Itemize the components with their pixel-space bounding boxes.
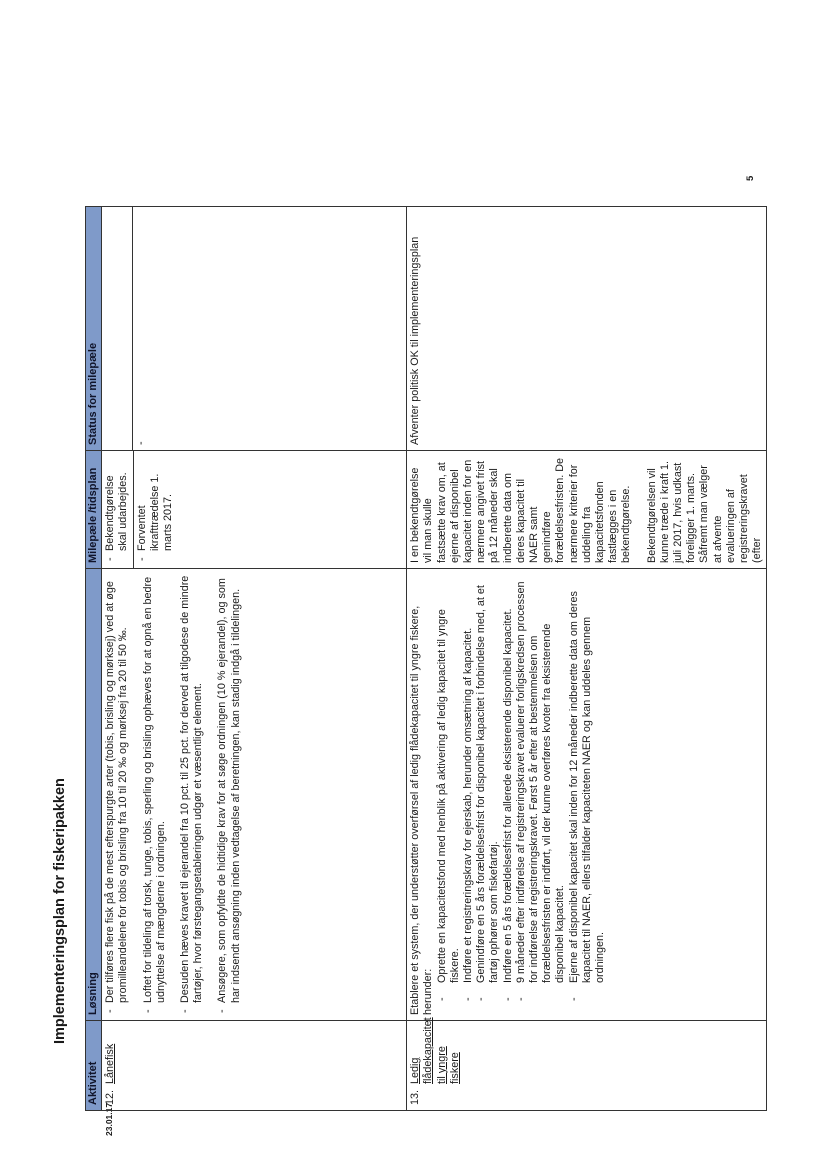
table-header-row [86,207,102,1111]
status-cell [102,207,407,451]
solution-item: - Der tilføres flere fisk på de mest efterspurgte arter (tobis, brisling og mørksej) ved at øge promilleandelene for tobis og brisling fra 10 til 20 ‰ og mørksej fra 20 til 50 ‰. [104,574,130,1015]
milestone-item: - Bekendtgørelse skal udarbejdes. [104,456,130,563]
document-title: Implementeringsplan for fiskeripakken [52,778,68,1044]
document-date: 23.01.17 [104,1102,114,1136]
solution-intro: Etablere et system, der understøtter overførsel af ledig flådekapacitet til yngre fiskere, herunder: [409,605,435,1015]
header-aktivitet: Aktivitet [86,1021,102,1111]
milestone-item: - Forventet ikrafttrædelse 1. marts 2017. [136,456,176,563]
status-value: Afventer politisk OK til implementeringsplan [409,236,422,445]
status-value: - [135,441,148,445]
solution-item: - Indføre en 5 års forældelsesfrist for allerede eksisterende disponibel kapacitet. [502,574,515,983]
header-losning: Løsning [86,569,102,1021]
page-number: 5 [745,175,756,181]
milestone-cell [102,451,407,569]
solution-item: - Genindføre en 5 års forældelsesfrist for disponibel kapacitet i forbindelse med, at et fartøj ophører som fiskefartøj. [475,574,501,983]
milestone-cell [407,451,767,569]
activity-number: 12. [104,1089,117,1105]
solution-item: - Oprette en kapacitetsfond med henblik på aktivering af ledig kapacitet til yngre fiskere. [436,574,462,983]
activity-name: Ledig flådekapacitet til yngre fiskere [409,1017,461,1084]
status-value [102,207,133,450]
solution-item: - Indføre et registreringskrav for ejerskab, herunder omsætning af kapacitet. [462,574,475,983]
header-milepaele: Milepæle /tidsplan [86,451,102,569]
activity-name: Lånefisk [104,1043,117,1084]
solution-item: - Loftet for tildeling af torsk, tunge, tobis, sperling og brisling ophæves for at opnå en bedre udnyttelse af mængderne i ordningen. [142,574,168,1015]
solution-cell [407,569,767,1021]
table-row [407,207,767,1111]
rotated-landscape-content [52,16,812,1136]
milestone-text: Bekendtgørelsen vil kunne træde i kraft 1. juli 2017, hvis udkast foreligger 1. marts. Såfremt man vælger at afvente evalueringen af registreringskravet (efter [645,460,764,563]
table-row [102,207,407,1111]
status-cell [407,207,767,451]
solution-item: - Ansøgere, som opfyldte de hidtidige krav for at søge ordningen (10 % ejerandel), og som har indsendt ansøgning inden vedtagelse af beretningen, kan stadig indgå i tildelingen. [216,574,242,1015]
milestone-text: I en bekendtgørelse vil man skulle fastsætte krav om, at ejerne af disponibel kapacitet inden for en nærmere angivet frist på 12 måneder skal indberette data om deres kapacitet til NAER samt genindføre forældelsesfristen. De nærmere kriterier for uddeling fra kapacitetsfonden fastlægges i en bekendtgørelse. [409,457,633,563]
activity-cell [407,1017,767,1111]
solution-item: - Desuden hæves kravet til ejerandel fra 10 pct. til 25 pct. for derved at tilgodese de mindre fartøjer, hvor førstegangsetableringen udgør et væsentligt element. [179,574,205,1015]
activity-number: 13. [409,1089,422,1105]
activity-cell [102,1021,407,1111]
solution-cell [102,569,407,1021]
solution-item: - Ejerne af disponibel kapacitet skal inden for 12 måneder indberette data om deres kapacitet til NAER, ellers tilfalder kapaciteten NAER og kan uddeles gennem ordningen. [568,574,608,983]
header-status: Status for milepæle [86,207,102,451]
solution-item: - 9 måneder efter indførelse af registreringskravet evaluerer forligskredsen processen for indførelse af registreringskravet. Først 5 år efter at bestemmelsen om forældelsesfristen er indført, vil der kunne overføres kvoter fra eksisterende disponibel kapacitet. [515,574,568,983]
implementation-plan-table [85,206,767,1111]
